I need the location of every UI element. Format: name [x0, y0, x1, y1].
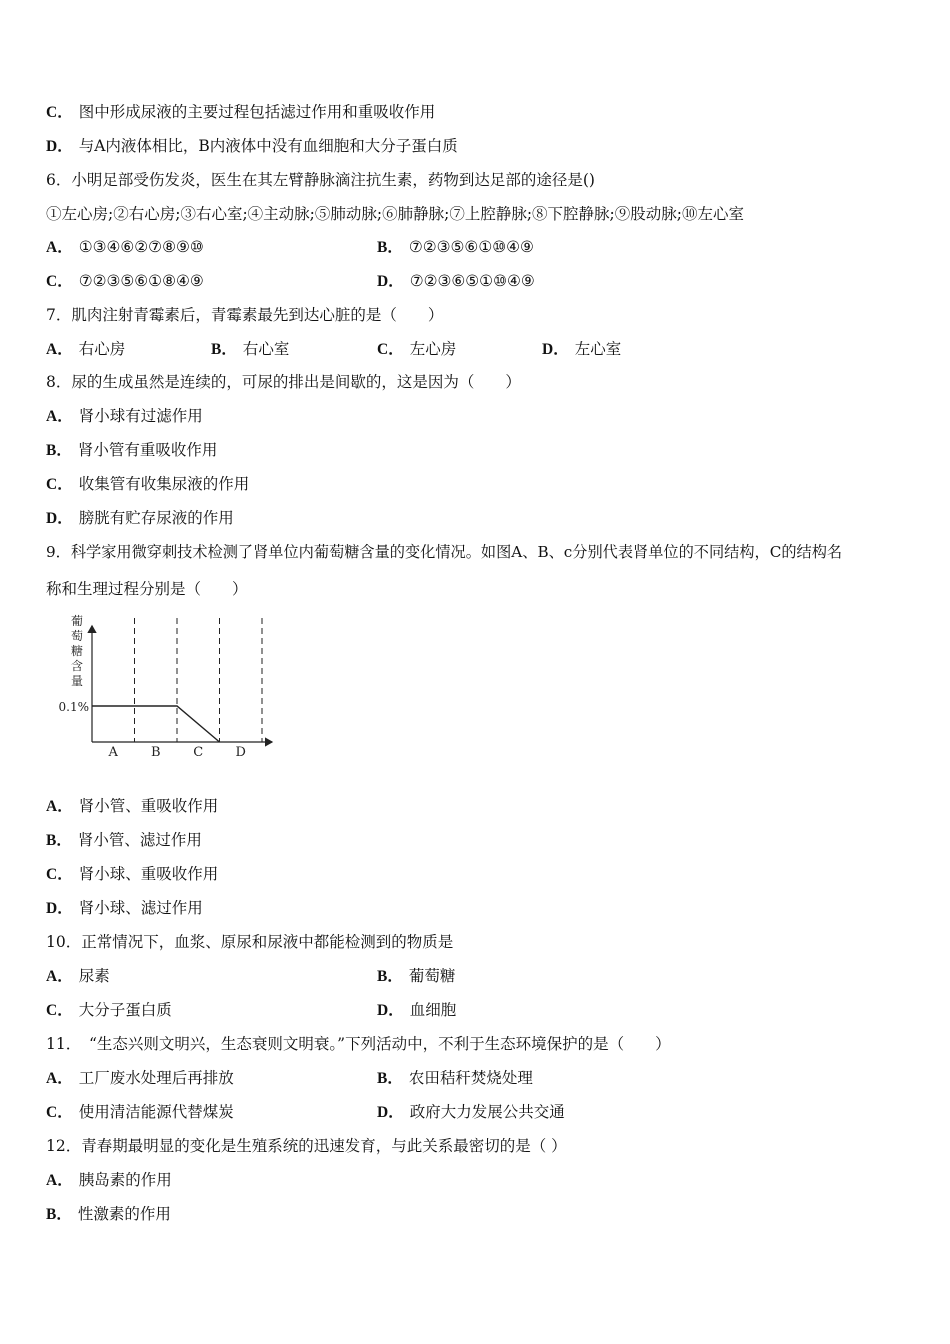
option-text: 政府大力发展公共交通 — [409, 1103, 565, 1121]
option-text: 膀胱有贮存尿液的作用 — [78, 509, 234, 527]
q6-stem: 6．小明足部受伤发炎，医生在其左臂静脉滴注抗生素，药物到达足部的途径是() — [46, 171, 595, 189]
q7-option-c — [377, 339, 456, 360]
q8-option-d — [46, 508, 234, 529]
glucose-chart — [46, 610, 286, 760]
option-label: B． — [211, 341, 237, 358]
x-tick-label-a: A — [108, 745, 118, 760]
q7-option-a — [46, 339, 125, 360]
glucose-series-line — [92, 706, 220, 742]
q11-option-d — [377, 1102, 565, 1123]
option-text: ⑦②③⑤⑥①⑧④⑨ — [78, 272, 204, 290]
option-label: A． — [46, 798, 73, 815]
option-text: 胰岛素的作用 — [78, 1171, 172, 1189]
option-text: 工厂废水处理后再排放 — [78, 1069, 234, 1087]
option-text: 与A内液体相比，B内液体中没有血细胞和大分子蛋白质 — [78, 137, 458, 155]
option-label: C． — [46, 1002, 73, 1019]
option-label: A． — [46, 341, 73, 358]
q6-option-d — [377, 271, 535, 292]
y-axis-label-char: 含 — [70, 659, 84, 673]
q8-option-c — [46, 474, 249, 495]
y-axis-label-char: 葡 — [70, 614, 84, 628]
option-text: 肾小管、滤过作用 — [77, 831, 202, 849]
q10-option-b — [377, 966, 455, 987]
option-text: 右心房 — [78, 340, 126, 358]
option-text: 图中形成尿液的主要过程包括滤过作用和重吸收作用 — [78, 103, 436, 121]
q8-option-a — [46, 406, 203, 427]
option-label: C． — [46, 866, 73, 883]
q7-option-b — [211, 339, 289, 360]
option-text: 农田秸秆焚烧处理 — [408, 1069, 533, 1087]
x-tick-label-c: C — [193, 745, 204, 760]
option-text: 肾小球有过滤作用 — [78, 407, 203, 425]
option-label: B． — [46, 832, 72, 849]
option-text: 肾小管有重吸收作用 — [77, 441, 218, 459]
option-label: B． — [377, 968, 403, 985]
q9-option-c — [46, 864, 218, 885]
q9-stem-line2: 称和生理过程分别是（ ） — [46, 580, 248, 598]
q9-option-b — [46, 830, 202, 851]
option-label: A． — [46, 968, 73, 985]
q12-stem: 12．青春期最明显的变化是生殖系统的迅速发育，与此关系最密切的是（ ） — [46, 1137, 567, 1155]
option-label: D． — [46, 138, 73, 155]
q10-option-c — [46, 1000, 172, 1021]
option-label: B． — [377, 239, 403, 256]
q9-option-d — [46, 898, 203, 919]
option-label: C． — [46, 476, 73, 493]
option-text: 使用清洁能源代替煤炭 — [78, 1103, 234, 1121]
q6-items: ①左心房;②右心房;③右心室;④主动脉;⑤肺动脉;⑥肺静脉;⑦上腔静脉;⑧下腔静脉;⑨股动脉;⑩左心室 — [46, 205, 745, 223]
option-label: C． — [377, 341, 404, 358]
q7-option-d — [542, 339, 621, 360]
option-label: D． — [377, 1104, 404, 1121]
x-tick-label-b: B — [150, 745, 161, 760]
option-text: 大分子蛋白质 — [78, 1001, 172, 1019]
option-text: 肾小管、重吸收作用 — [78, 797, 219, 815]
option-label: B． — [46, 1206, 72, 1223]
option-label: C． — [46, 273, 73, 290]
option-text: ⑦②③⑥⑤①⑩④⑨ — [409, 272, 535, 290]
option-label: C． — [46, 1104, 73, 1121]
q11-option-b — [377, 1068, 533, 1089]
option-label: D． — [46, 900, 73, 917]
option-label: D． — [377, 273, 404, 290]
y-axis-label-char: 糖 — [70, 644, 84, 658]
option-text: 左心室 — [574, 340, 622, 358]
q12-option-a — [46, 1170, 172, 1191]
option-label: C． — [46, 104, 73, 121]
option-text: 尿素 — [78, 967, 110, 985]
x-axis-labels — [108, 745, 246, 760]
q10-option-d — [377, 1000, 456, 1021]
option-text: 肾小球、重吸收作用 — [78, 865, 219, 883]
q5-option-d — [46, 136, 458, 157]
option-label: A． — [46, 408, 73, 425]
option-label: D． — [46, 510, 73, 527]
option-text: 右心室 — [242, 340, 290, 358]
q11-stem: 11． “生态兴则文明兴，生态衰则文明衰。”下列活动中，不利于生态环境保护的是（ ） — [46, 1035, 671, 1053]
q10-stem: 10．正常情况下，血浆、原尿和尿液中都能检测到的物质是 — [46, 933, 454, 951]
q10-option-a — [46, 966, 110, 987]
option-text: ⑦②③⑤⑥①⑩④⑨ — [408, 238, 534, 256]
option-text: 肾小球、滤过作用 — [78, 899, 203, 917]
q6-option-a — [46, 237, 204, 258]
option-label: D． — [377, 1002, 404, 1019]
q11-option-c — [46, 1102, 234, 1123]
q8-option-b — [46, 440, 217, 461]
option-text: 性激素的作用 — [77, 1205, 171, 1223]
option-text: 血细胞 — [409, 1001, 457, 1019]
option-label: B． — [46, 442, 72, 459]
q11-option-a — [46, 1068, 234, 1089]
option-label: B． — [377, 1070, 403, 1087]
y-axis-label-char: 萄 — [70, 629, 84, 643]
q6-option-c — [46, 271, 204, 292]
q8-stem: 8．尿的生成虽然是连续的，可尿的排出是间歇的，这是因为（ ） — [46, 373, 521, 391]
y-axis-label-char: 量 — [70, 674, 84, 688]
option-label: A． — [46, 1172, 73, 1189]
q5-option-c — [46, 102, 435, 123]
option-text: 葡萄糖 — [408, 967, 456, 985]
q9-stem-line1: 9．科学家用微穿刺技术检测了肾单位内葡萄糖含量的变化情况。如图A、B、c分别代表肾单位的不同结构，C的结构名 — [46, 543, 843, 561]
q9-option-a — [46, 796, 218, 817]
q7-stem: 7．肌肉注射青霉素后，青霉素最先到达心脏的是（ ） — [46, 306, 444, 324]
option-label: A． — [46, 239, 73, 256]
q6-option-b — [377, 237, 534, 258]
option-text: ①③④⑥②⑦⑧⑨⑩ — [78, 238, 204, 256]
option-label: A． — [46, 1070, 73, 1087]
x-tick-label-d: D — [235, 745, 246, 760]
y-tick-label: 0.1% — [58, 700, 89, 714]
y-axis-label — [71, 613, 83, 688]
option-label: D． — [542, 341, 569, 358]
option-text: 收集管有收集尿液的作用 — [78, 475, 250, 493]
q12-option-b — [46, 1204, 171, 1225]
option-text: 左心房 — [409, 340, 457, 358]
